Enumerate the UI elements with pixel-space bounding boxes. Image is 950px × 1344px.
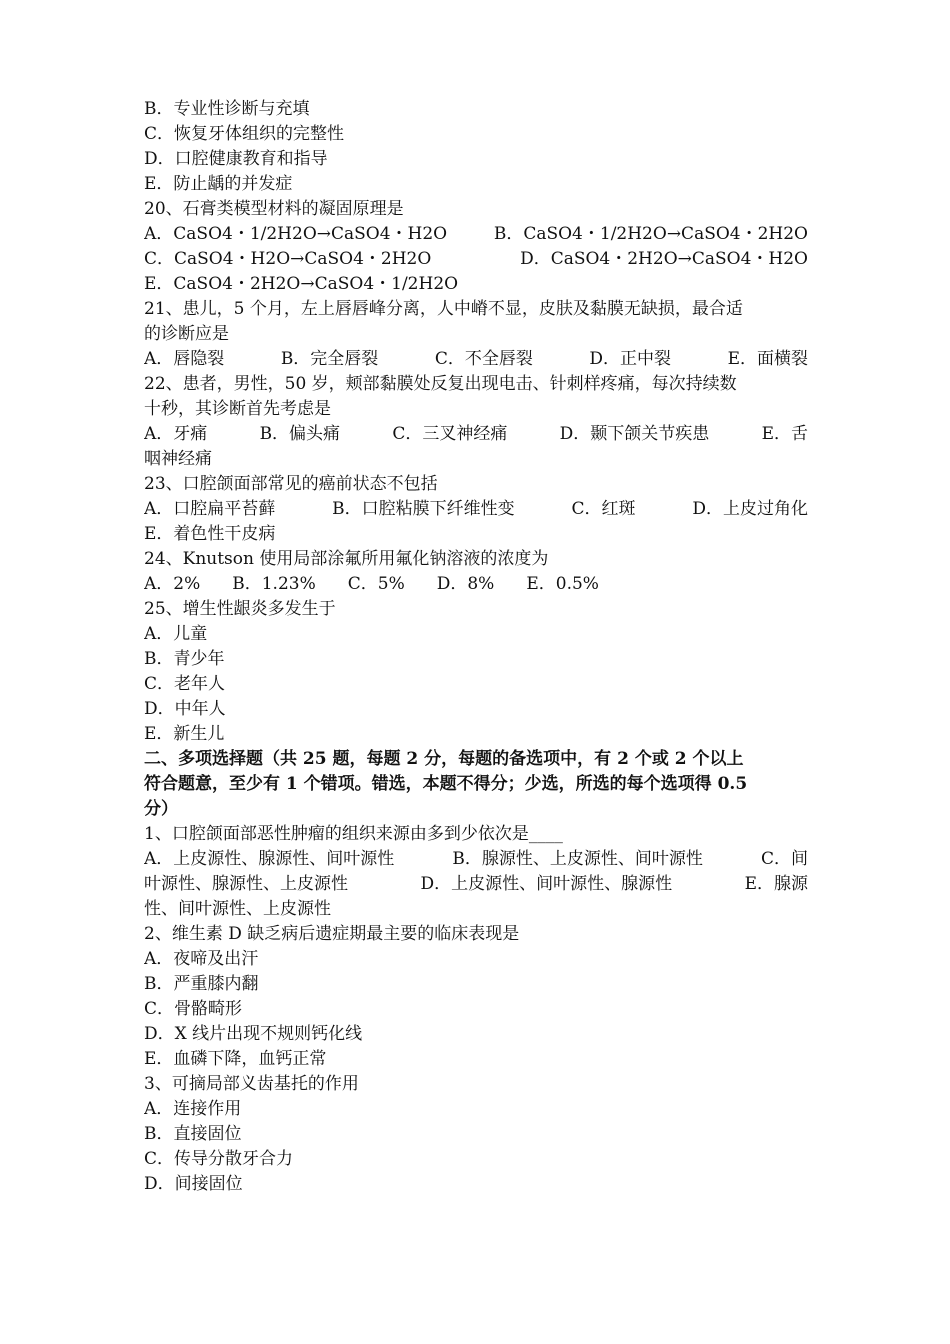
option-text: B．完全唇裂	[280, 349, 379, 369]
text-line	[144, 747, 808, 772]
text-line	[144, 247, 808, 272]
line-text: 的诊断应是	[144, 324, 229, 344]
line-text: 23、口腔颌面部常见的癌前状态不包括	[144, 474, 438, 494]
option-text: C．CaSO4・H2O→CaSO4・2H2O	[144, 249, 432, 269]
option-text: E．舌	[761, 424, 808, 444]
text-line	[144, 597, 808, 622]
text-line	[144, 372, 808, 397]
line-text: C．老年人	[144, 674, 226, 694]
text-line	[144, 1047, 808, 1072]
text-line	[144, 672, 808, 697]
text-line	[144, 297, 808, 322]
text-line	[144, 997, 808, 1022]
option-text: D．上皮源性、间叶源性、腺源性	[420, 874, 673, 894]
line-text: D．口腔健康教育和指导	[144, 149, 328, 169]
line-text: 1、口腔颌面部恶性肿瘤的组织来源由多到少依次是____	[144, 824, 563, 844]
document-page	[144, 97, 808, 1197]
option-text: B．1.23%	[232, 574, 316, 594]
option-text: C．间	[760, 849, 808, 869]
text-line	[144, 197, 808, 222]
line-text: B．专业性诊断与充填	[144, 99, 310, 119]
line-text: E．血磷下降，血钙正常	[144, 1049, 327, 1069]
option-text: 叶源性、腺源性、上皮源性	[144, 874, 348, 894]
text-line	[144, 572, 808, 597]
line-text: 二、多项选择题（共 25 题，每题 2 分，每题的备选项中，有 2 个或 2 个以上	[144, 749, 744, 769]
option-text: D．上皮过角化	[692, 499, 808, 519]
line-text: 分）	[144, 799, 178, 819]
line-text: 21、患儿，5 个月，左上唇唇峰分离，人中嵴不显，皮肤及黏膜无缺损，最合适	[144, 299, 743, 319]
text-line	[144, 822, 808, 847]
text-line	[144, 972, 808, 997]
line-text: 20、石膏类模型材料的凝固原理是	[144, 199, 404, 219]
line-text: 十秒，其诊断首先考虑是	[144, 399, 331, 419]
line-text: B．青少年	[144, 649, 225, 669]
option-text: E．腺源	[744, 874, 808, 894]
option-text: A．口腔扁平苔藓	[144, 499, 276, 519]
text-line	[144, 922, 808, 947]
line-text: D．X 线片出现不规则钙化线	[144, 1024, 363, 1044]
line-text: D．中年人	[144, 699, 226, 719]
text-line	[144, 272, 808, 297]
option-text: D．8%	[436, 574, 495, 594]
line-text: E．新生儿	[144, 724, 225, 744]
text-line	[144, 1172, 808, 1197]
option-text: C．三叉神经痛	[392, 424, 508, 444]
text-line	[144, 1072, 808, 1097]
line-text: 符合题意，至少有 1 个错项。错选，本题不得分；少选，所选的每个选项得 0.5	[144, 774, 748, 794]
text-line	[144, 497, 808, 522]
line-text: C．恢复牙体组织的完整性	[144, 124, 345, 144]
text-line	[144, 847, 808, 872]
text-line	[144, 1097, 808, 1122]
text-line	[144, 1122, 808, 1147]
text-line	[144, 872, 808, 897]
line-text: A．夜啼及出汗	[144, 949, 259, 969]
line-text: C．传导分散牙合力	[144, 1149, 294, 1169]
line-text: A．连接作用	[144, 1099, 242, 1119]
line-text: 3、可摘局部义齿基托的作用	[144, 1074, 359, 1094]
option-text: B．口腔粘膜下纤维性变	[332, 499, 515, 519]
text-line	[144, 397, 808, 422]
line-text: A．儿童	[144, 624, 208, 644]
text-line	[144, 472, 808, 497]
text-line	[144, 172, 808, 197]
text-line	[144, 1147, 808, 1172]
text-line	[144, 1022, 808, 1047]
text-line	[144, 97, 808, 122]
option-text: A．唇隐裂	[144, 349, 225, 369]
option-text: A．CaSO4・1/2H2O→CaSO4・H2O	[144, 224, 448, 244]
text-line	[144, 772, 808, 797]
text-line	[144, 222, 808, 247]
text-line	[144, 447, 808, 472]
option-text: E．面横裂	[727, 349, 808, 369]
line-text: 咽神经痛	[144, 449, 212, 469]
option-text: C．不全唇裂	[434, 349, 533, 369]
option-text: E．0.5%	[526, 574, 599, 594]
option-text: D．CaSO4・2H2O→CaSO4・H2O	[520, 249, 808, 269]
text-line	[144, 522, 808, 547]
line-text: 24、Knutson 使用局部涂氟所用氟化钠溶液的浓度为	[144, 549, 549, 569]
text-line	[144, 722, 808, 747]
text-line	[144, 122, 808, 147]
line-text: E．CaSO4・2H2O→CaSO4・1/2H2O	[144, 274, 459, 294]
text-line	[144, 897, 808, 922]
option-text: B．腺源性、上皮源性、间叶源性	[452, 849, 703, 869]
line-text: 性、间叶源性、上皮源性	[144, 899, 331, 919]
line-text: B．严重膝内翻	[144, 974, 259, 994]
text-line	[144, 947, 808, 972]
text-line	[144, 797, 808, 822]
line-text: 2、维生素 D 缺乏病后遗症期最主要的临床表现是	[144, 924, 520, 944]
line-text: E．着色性干皮病	[144, 524, 276, 544]
option-text: A．2%	[144, 574, 201, 594]
option-text: D．颞下颌关节疾患	[559, 424, 710, 444]
option-text: D．正中裂	[589, 349, 672, 369]
text-line	[144, 647, 808, 672]
line-text: E．防止龋的并发症	[144, 174, 293, 194]
text-line	[144, 422, 808, 447]
option-text: C．红斑	[571, 499, 636, 519]
text-line	[144, 697, 808, 722]
option-text: A．上皮源性、腺源性、间叶源性	[144, 849, 395, 869]
text-line	[144, 347, 808, 372]
line-text: D．间接固位	[144, 1174, 243, 1194]
line-text: 25、增生性龈炎多发生于	[144, 599, 336, 619]
text-line	[144, 622, 808, 647]
line-text: 22、患者，男性，50 岁，颊部黏膜处反复出现电击、针刺样疼痛，每次持续数	[144, 374, 737, 394]
option-text: A．牙痛	[144, 424, 208, 444]
line-text: B．直接固位	[144, 1124, 242, 1144]
option-text: B．偏头痛	[259, 424, 341, 444]
option-text: B．CaSO4・1/2H2O→CaSO4・2H2O	[493, 224, 808, 244]
text-line	[144, 147, 808, 172]
line-text: C．骨骼畸形	[144, 999, 243, 1019]
text-line	[144, 322, 808, 347]
text-line	[144, 547, 808, 572]
option-text: C．5%	[347, 574, 405, 594]
